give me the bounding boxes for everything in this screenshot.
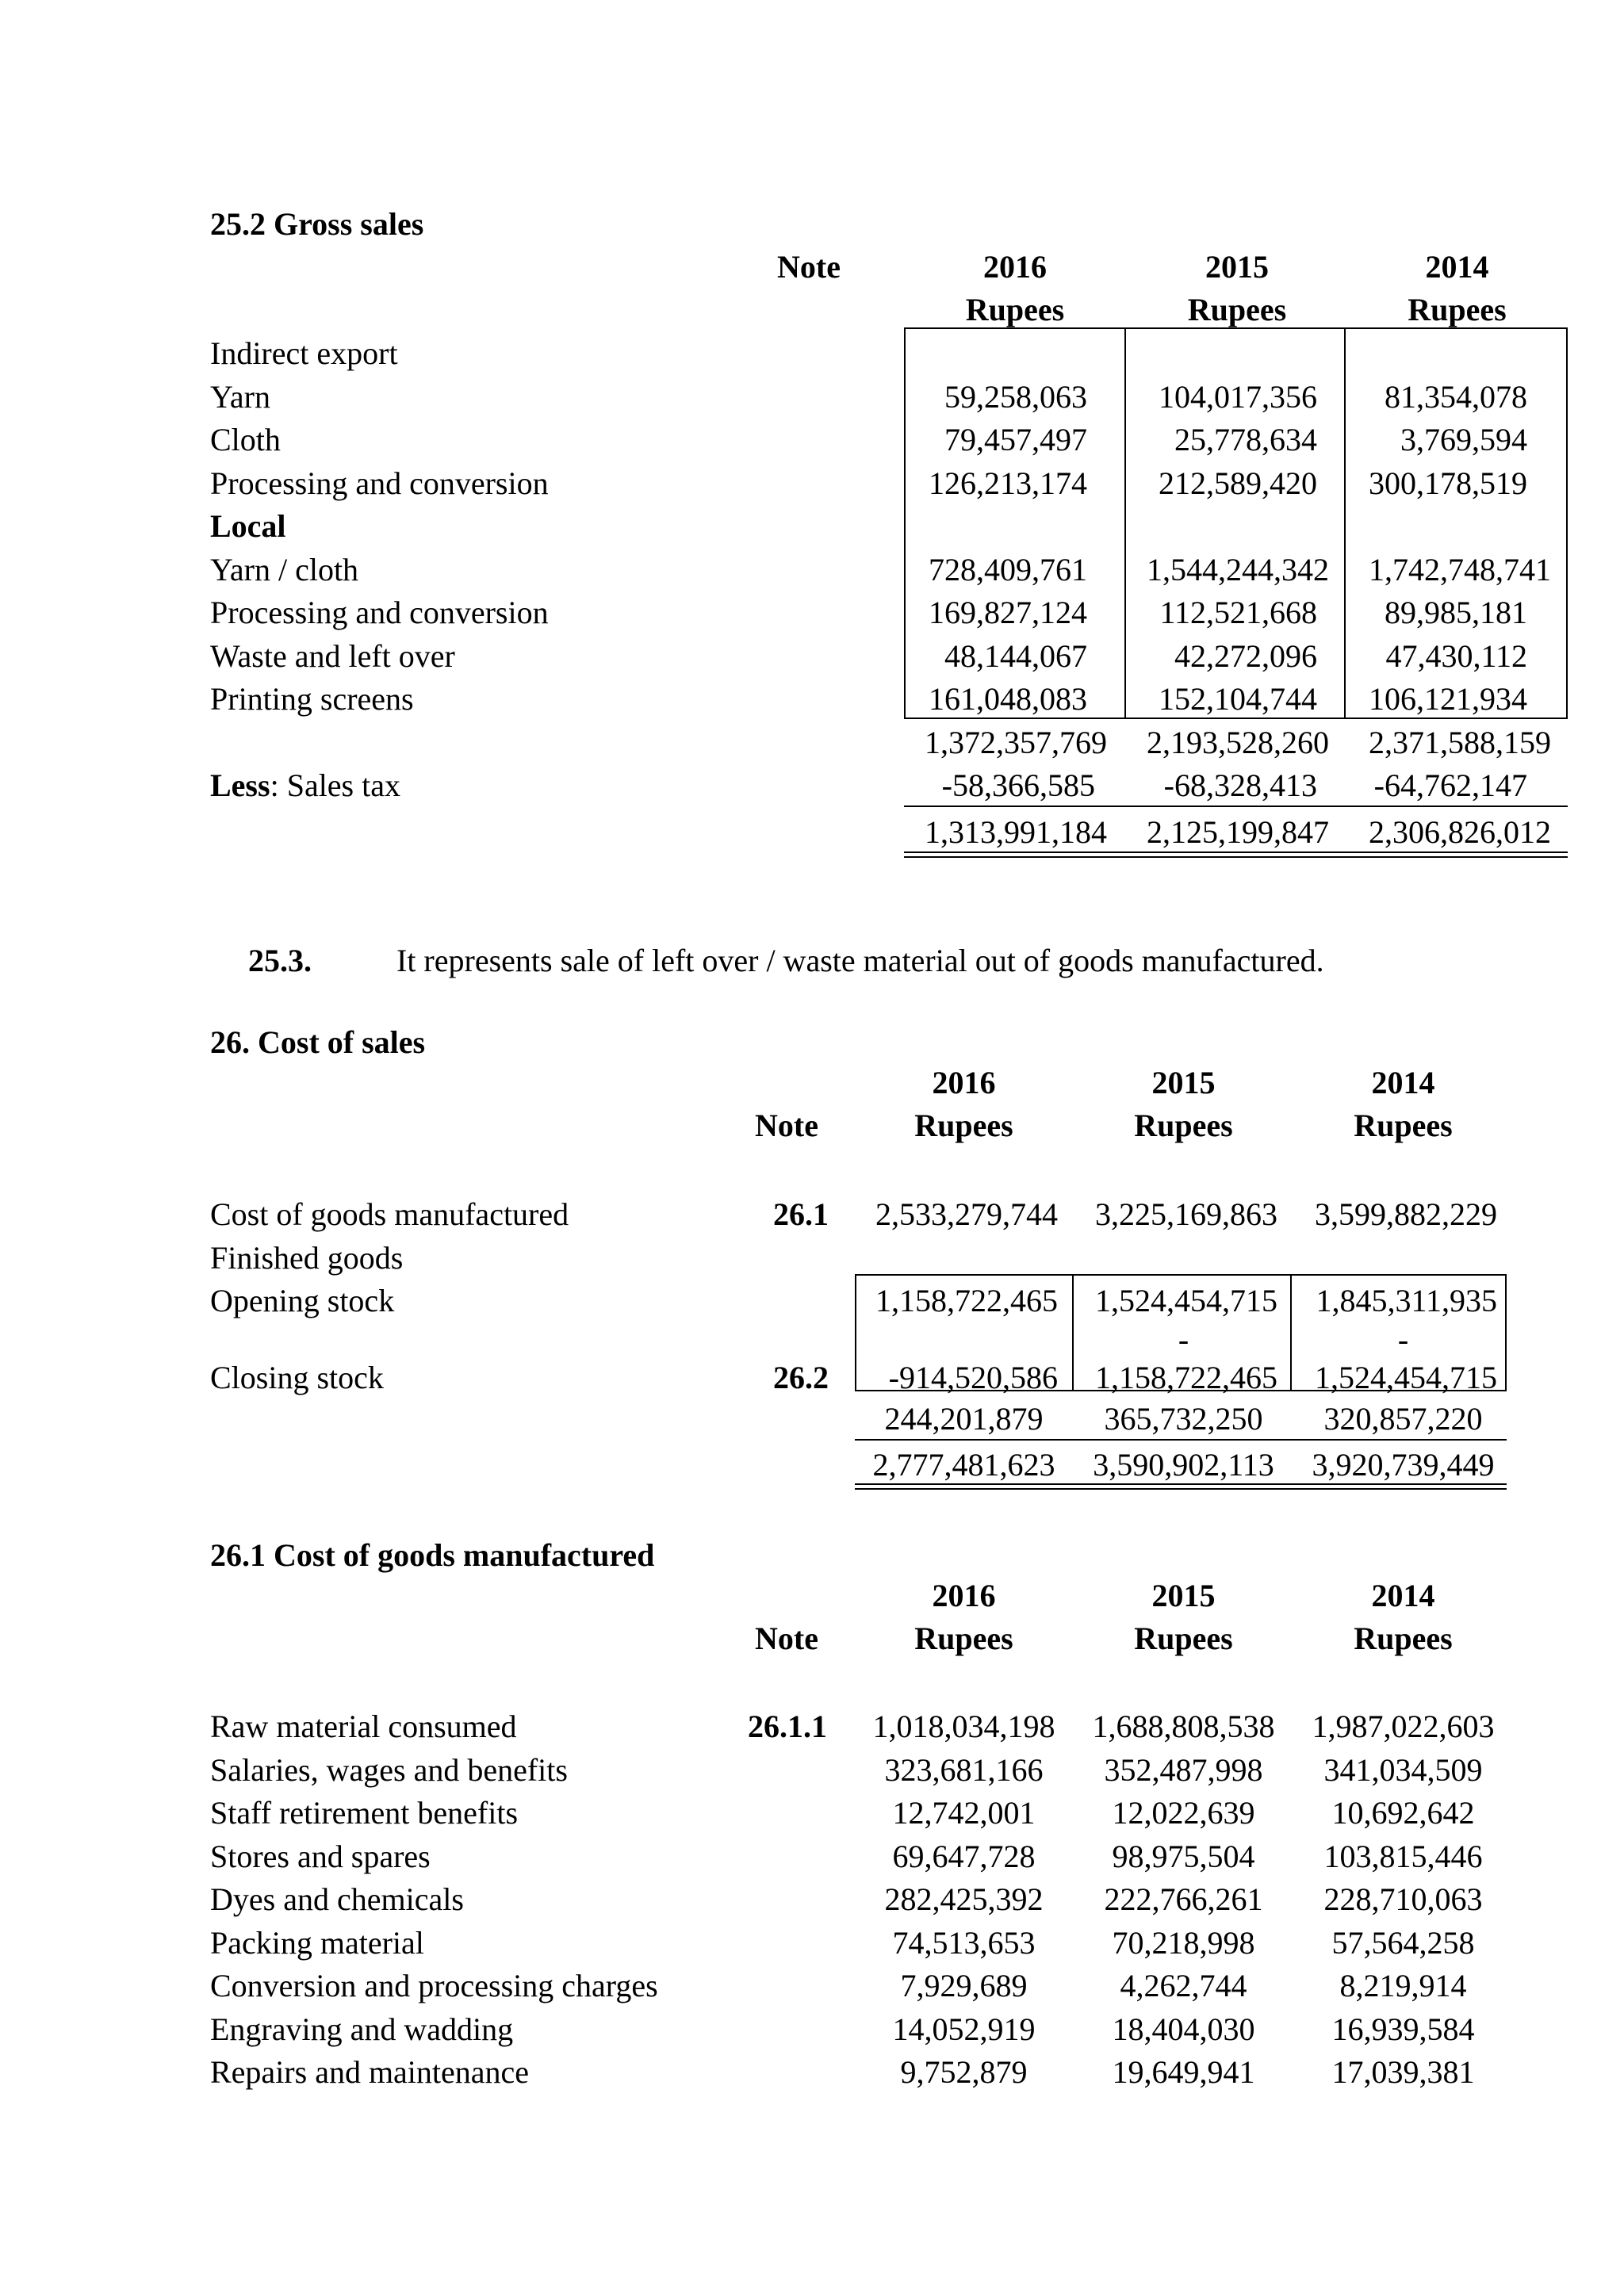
row-label: Opening stock: [210, 1283, 395, 1318]
value-2014: 1,845,311,935: [1316, 1283, 1497, 1318]
section-label-local: Local: [210, 508, 286, 544]
note-ref: 26.2: [773, 1360, 829, 1395]
value-2016: -914,520,586: [888, 1360, 1058, 1395]
value-2015: 104,017,356: [1159, 379, 1317, 415]
value-2014: 1,524,454,715: [1315, 1360, 1497, 1395]
double-rule-line: [855, 1483, 1507, 1485]
total-2015: 3,590,902,113: [1093, 1447, 1274, 1483]
value-2014: 3,599,882,229: [1315, 1196, 1497, 1232]
value-2014: 3,769,594: [1400, 422, 1527, 457]
rule-line: [855, 1439, 1507, 1441]
total-2016: 2,777,481,623: [872, 1447, 1055, 1483]
row-label: Yarn / cloth: [210, 552, 359, 587]
value-2015: 212,589,420: [1159, 465, 1317, 501]
subtotal-2014: 320,857,220: [1323, 1401, 1483, 1437]
total-2014: 3,920,739,449: [1312, 1447, 1495, 1483]
negative-dash: -: [1178, 1322, 1189, 1357]
note-ref: 26.1: [773, 1196, 829, 1232]
value-2016: 69,647,728: [892, 1839, 1036, 1874]
total-2015: 2,125,199,847: [1147, 814, 1329, 850]
value-2015: 4,262,744: [1120, 1968, 1247, 2003]
row-label: Conversion and processing charges: [210, 1968, 658, 2003]
value-2015: 98,975,504: [1112, 1839, 1255, 1874]
double-rule-line: [855, 1488, 1507, 1490]
unit-header: Rupees: [914, 1621, 1013, 1656]
section-label-finished-goods: Finished goods: [210, 1240, 404, 1276]
value-2014: 228,710,063: [1323, 1881, 1483, 1917]
subtotal-2016: 1,372,357,769: [925, 725, 1107, 760]
value-2016: 9,752,879: [900, 2054, 1028, 2090]
value-2016: 169,827,124: [929, 595, 1087, 630]
unit-header: Rupees: [1408, 292, 1507, 327]
year-header: 2014: [1425, 249, 1489, 285]
value-2015: 112,521,668: [1159, 595, 1317, 630]
value-2016: 74,513,653: [892, 1925, 1036, 1961]
value-2014: 81,354,078: [1385, 379, 1527, 415]
value-2014: 89,985,181: [1385, 595, 1527, 630]
row-label: Cloth: [210, 422, 281, 457]
value-2016: 161,048,083: [929, 681, 1087, 717]
note-text: It represents sale of left over / waste material out of goods manufactured.: [396, 943, 1324, 978]
note-header: Note: [777, 249, 841, 285]
value-2015: 70,218,998: [1112, 1925, 1255, 1961]
value-2015: 42,272,096: [1174, 638, 1317, 674]
unit-header: Rupees: [965, 292, 1065, 327]
sales-tax-label: : Sales tax: [270, 767, 400, 803]
sales-tax-2016: -58,366,585: [941, 767, 1095, 803]
row-label-sales-tax: [210, 767, 400, 803]
section-heading-gross-sales: 25.2 Gross sales: [210, 206, 424, 242]
negative-dash: -: [1397, 1322, 1409, 1357]
sales-tax-2014: -64,762,147: [1373, 767, 1527, 803]
less-label: Less: [210, 767, 270, 803]
rule-line: [904, 806, 1568, 807]
year-header: 2014: [1371, 1578, 1435, 1613]
value-2016: 59,258,063: [944, 379, 1087, 415]
note-ref: 26.1.1: [748, 1709, 827, 1744]
value-2014: 1,987,022,603: [1312, 1709, 1495, 1744]
subtotal-2014: 2,371,588,159: [1369, 725, 1551, 760]
note-header: Note: [755, 1621, 818, 1656]
row-label: Closing stock: [210, 1360, 384, 1395]
value-2014: 341,034,509: [1323, 1752, 1483, 1788]
subtotal-2015: 365,732,250: [1104, 1401, 1263, 1437]
total-2014: 2,306,826,012: [1369, 814, 1551, 850]
value-2014: 57,564,258: [1331, 1925, 1475, 1961]
row-label: Cost of goods manufactured: [210, 1196, 569, 1232]
value-2016: 48,144,067: [944, 638, 1087, 674]
section-label-indirect-export: Indirect export: [210, 335, 398, 371]
value-2016: 728,409,761: [929, 552, 1087, 587]
subtotal-2016: 244,201,879: [884, 1401, 1044, 1437]
value-2015: 1,688,808,538: [1092, 1709, 1275, 1744]
double-rule-line: [904, 856, 1568, 858]
unit-header: Rupees: [1134, 1108, 1233, 1143]
value-2014: 47,430,112: [1385, 638, 1527, 674]
row-label: Waste and left over: [210, 638, 455, 674]
row-label: Printing screens: [210, 681, 414, 717]
total-2016: 1,313,991,184: [925, 814, 1107, 850]
value-2016: 1,158,722,465: [875, 1283, 1058, 1318]
value-2016: 1,018,034,198: [872, 1709, 1055, 1744]
value-2016: 14,052,919: [892, 2011, 1036, 2047]
row-label: Packing material: [210, 1925, 424, 1961]
unit-header: Rupees: [1354, 1108, 1453, 1143]
unit-header: Rupees: [1187, 292, 1287, 327]
value-2014: 103,815,446: [1323, 1839, 1483, 1874]
row-label: Stores and spares: [210, 1839, 431, 1874]
value-2016: 282,425,392: [884, 1881, 1044, 1917]
value-2016: 323,681,166: [884, 1752, 1044, 1788]
value-2015: 12,022,639: [1112, 1795, 1255, 1831]
value-2016: 12,742,001: [892, 1795, 1036, 1831]
value-2014: 300,178,519: [1369, 465, 1527, 501]
row-label: Engraving and wadding: [210, 2011, 514, 2047]
unit-header: Rupees: [1134, 1621, 1233, 1656]
row-label: Processing and conversion: [210, 595, 549, 630]
value-2015: 1,524,454,715: [1095, 1283, 1277, 1318]
value-2014: 10,692,642: [1331, 1795, 1475, 1831]
value-2015: 19,649,941: [1112, 2054, 1255, 2090]
value-2015: 25,778,634: [1174, 422, 1317, 457]
value-2015: 3,225,169,863: [1095, 1196, 1277, 1232]
year-header: 2016: [983, 249, 1047, 285]
row-label: Yarn: [210, 379, 270, 415]
value-2015: 152,104,744: [1159, 681, 1317, 717]
column-divider: [1344, 327, 1346, 719]
row-label: Processing and conversion: [210, 465, 549, 501]
note-number: 25.3.: [248, 943, 312, 978]
double-rule-line: [904, 851, 1568, 853]
row-label: Salaries, wages and benefits: [210, 1752, 568, 1788]
unit-header: Rupees: [1354, 1621, 1453, 1656]
value-2014: 16,939,584: [1331, 2011, 1475, 2047]
value-2015: 352,487,998: [1104, 1752, 1263, 1788]
row-label: Repairs and maintenance: [210, 2054, 530, 2090]
value-2014: 17,039,381: [1331, 2054, 1475, 2090]
unit-header: Rupees: [914, 1108, 1013, 1143]
value-2016: 7,929,689: [900, 1968, 1028, 2003]
note-header: Note: [755, 1108, 818, 1143]
value-2014: 1,742,748,741: [1369, 552, 1551, 587]
value-2016: 2,533,279,744: [875, 1196, 1058, 1232]
value-2014: 8,219,914: [1339, 1968, 1467, 2003]
section-heading-cogm: 26.1 Cost of goods manufactured: [210, 1537, 655, 1573]
value-2015: 222,766,261: [1104, 1881, 1263, 1917]
year-header: 2015: [1151, 1578, 1216, 1613]
value-2015: 18,404,030: [1112, 2011, 1255, 2047]
section-heading-cost-of-sales: 26. Cost of sales: [210, 1024, 426, 1060]
column-divider: [1072, 1274, 1074, 1391]
subtotal-2015: 2,193,528,260: [1147, 725, 1329, 760]
value-2016: 79,457,497: [944, 422, 1087, 457]
value-2016: 126,213,174: [929, 465, 1087, 501]
value-2014: 106,121,934: [1369, 681, 1527, 717]
value-2015: 1,158,722,465: [1095, 1360, 1277, 1395]
year-header: 2016: [932, 1578, 996, 1613]
sales-tax-2015: -68,328,413: [1163, 767, 1317, 803]
year-header: 2014: [1371, 1065, 1435, 1100]
row-label: Raw material consumed: [210, 1709, 517, 1744]
value-2015: 1,544,244,342: [1147, 552, 1329, 587]
year-header: 2015: [1151, 1065, 1216, 1100]
row-label: Dyes and chemicals: [210, 1881, 464, 1917]
year-header: 2016: [932, 1065, 996, 1100]
row-label: Staff retirement benefits: [210, 1795, 519, 1831]
year-header: 2015: [1205, 249, 1269, 285]
